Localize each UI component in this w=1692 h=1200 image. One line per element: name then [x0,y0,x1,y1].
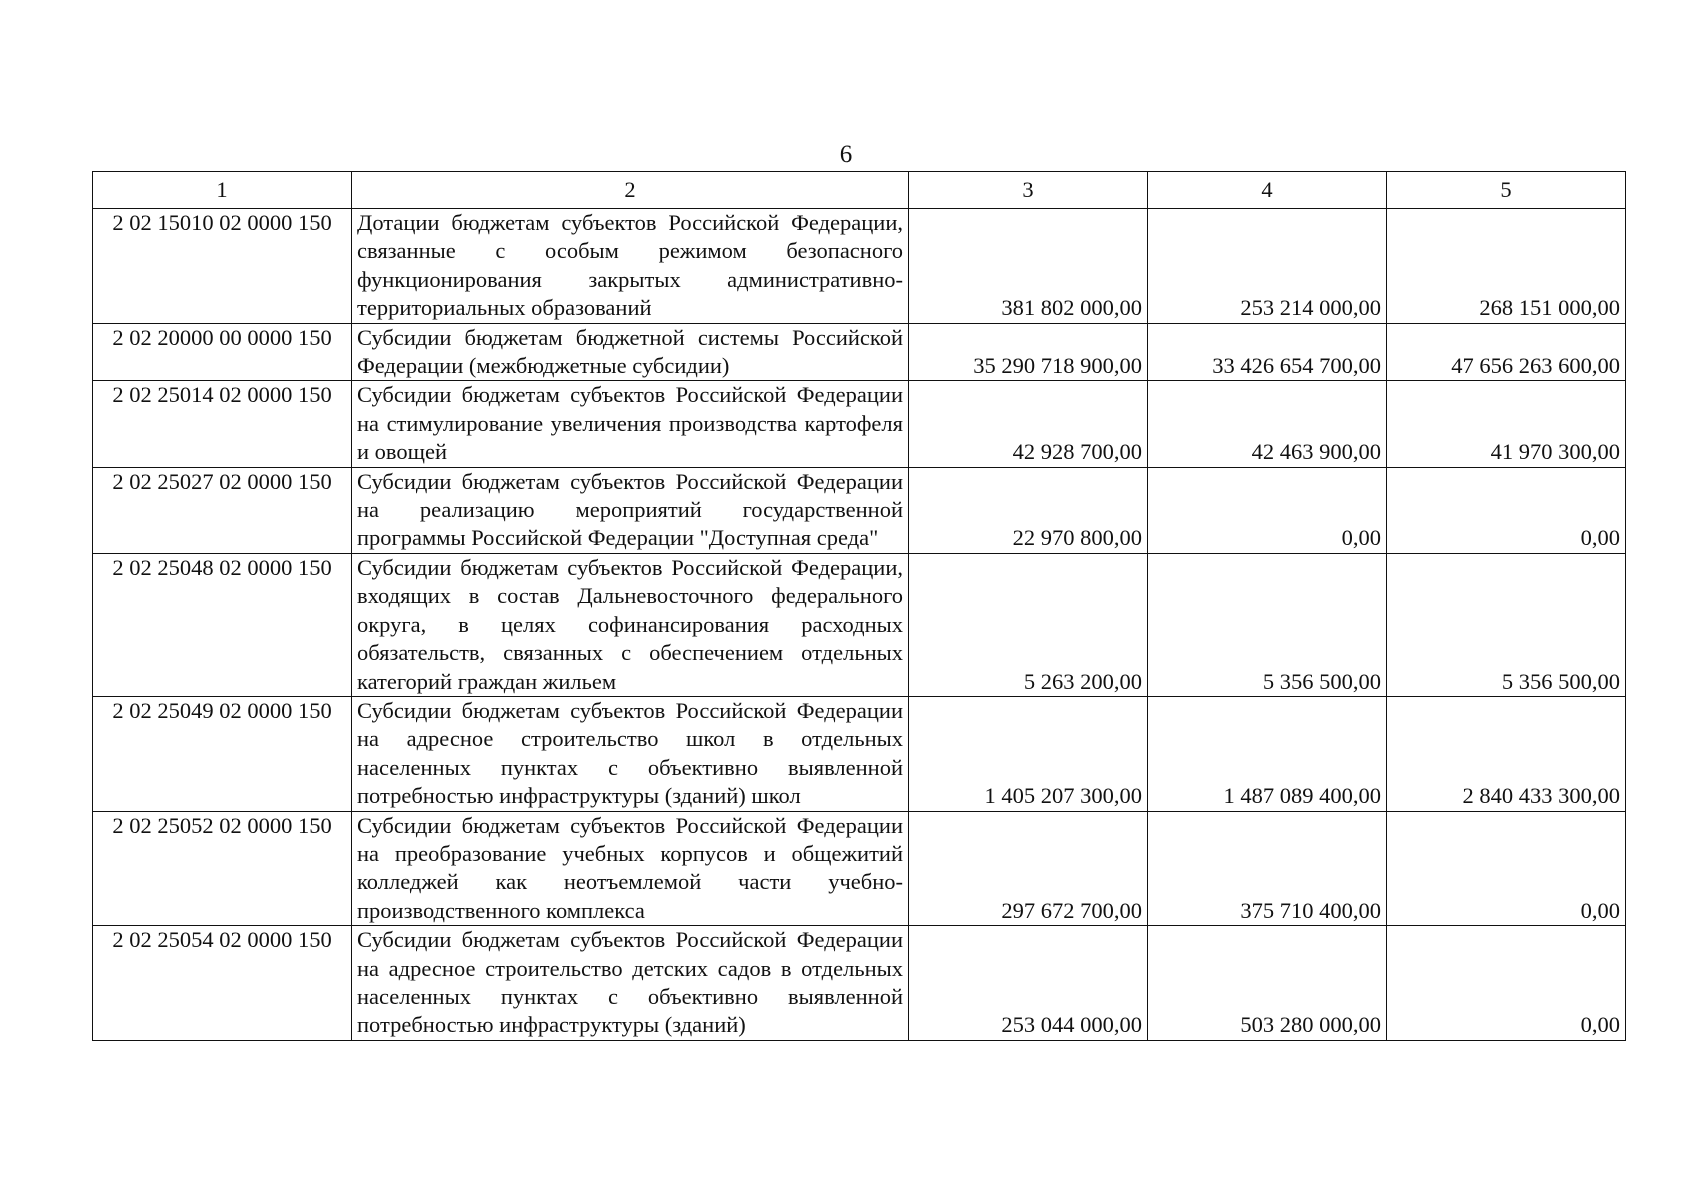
budget-code: 2 02 25049 02 0000 150 [93,696,352,811]
amount-col-4: 42 463 900,00 [1148,381,1387,467]
header-col-4: 4 [1148,172,1387,209]
amount-col-5: 268 151 000,00 [1387,209,1626,324]
budget-code: 2 02 25048 02 0000 150 [93,553,352,696]
budget-code: 2 02 25027 02 0000 150 [93,467,352,553]
table-header [93,172,1626,209]
amount-col-5: 41 970 300,00 [1387,381,1626,467]
table-row [93,209,1626,324]
amount-col-5: 0,00 [1387,926,1626,1041]
description: Субсидии бюджетам субъектов Российской Федерации на реализацию мероприятий государственной программы Российской Федерации "Доступная среда" [352,467,909,553]
amount-col-4: 33 426 654 700,00 [1148,323,1387,381]
amount-col-4: 0,00 [1148,467,1387,553]
header-col-1: 1 [93,172,352,209]
amount-col-3: 35 290 718 900,00 [909,323,1148,381]
amount-col-4: 375 710 400,00 [1148,811,1387,926]
description: Субсидии бюджетам субъектов Российской Федерации на стимулирование увеличения производства картофеля и овощей [352,381,909,467]
table-row [93,926,1626,1041]
table-row [93,811,1626,926]
amount-col-3: 297 672 700,00 [909,811,1148,926]
header-col-3: 3 [909,172,1148,209]
amount-col-3: 1 405 207 300,00 [909,696,1148,811]
description: Дотации бюджетам субъектов Российской Федерации, связанные с особым режимом безопасного функционирования закрытых административно-территориальных образований [352,209,909,324]
amount-col-4: 1 487 089 400,00 [1148,696,1387,811]
amount-col-4: 5 356 500,00 [1148,553,1387,696]
description: Субсидии бюджетам субъектов Российской Федерации на адресное строительство школ в отдельных населенных пунктах с объективно выявленной потребностью инфраструктуры (зданий) школ [352,696,909,811]
header-col-5: 5 [1387,172,1626,209]
amount-col-5: 5 356 500,00 [1387,553,1626,696]
amount-col-5: 47 656 263 600,00 [1387,323,1626,381]
amount-col-3: 253 044 000,00 [909,926,1148,1041]
page-number: 6 [839,141,853,168]
budget-code: 2 02 25054 02 0000 150 [93,926,352,1041]
table-row [93,553,1626,696]
amount-col-3: 5 263 200,00 [909,553,1148,696]
amount-col-5: 2 840 433 300,00 [1387,696,1626,811]
amount-col-3: 42 928 700,00 [909,381,1148,467]
table-row [93,696,1626,811]
amount-col-4: 503 280 000,00 [1148,926,1387,1041]
amount-col-5: 0,00 [1387,811,1626,926]
header-row [93,172,1626,209]
description: Субсидии бюджетам субъектов Российской Федерации на преобразование учебных корпусов и общежитий колледжей как неотъемлемой части учебно-производственного комплекса [352,811,909,926]
description: Субсидии бюджетам субъектов Российской Федерации, входящих в состав Дальневосточного федерального округа, в целях софинансирования расходных обязательств, связанных с обеспечением отдельных категорий граждан жильем [352,553,909,696]
amount-col-3: 381 802 000,00 [909,209,1148,324]
amount-col-5: 0,00 [1387,467,1626,553]
amount-col-4: 253 214 000,00 [1148,209,1387,324]
budget-code: 2 02 25052 02 0000 150 [93,811,352,926]
amount-col-3: 22 970 800,00 [909,467,1148,553]
table-row [93,381,1626,467]
budget-code: 2 02 25014 02 0000 150 [93,381,352,467]
budget-code: 2 02 20000 00 0000 150 [93,323,352,381]
budget-table [92,171,1626,1041]
description: Субсидии бюджетам субъектов Российской Федерации на адресное строительство детских садов в отдельных населенных пунктах с объективно выявленной потребностью инфраструктуры (зданий) [352,926,909,1041]
budget-code: 2 02 15010 02 0000 150 [93,209,352,324]
header-col-2: 2 [352,172,909,209]
table-row [93,323,1626,381]
table-body [93,209,1626,1041]
description: Субсидии бюджетам бюджетной системы Российской Федерации (межбюджетные субсидии) [352,323,909,381]
table-row [93,467,1626,553]
